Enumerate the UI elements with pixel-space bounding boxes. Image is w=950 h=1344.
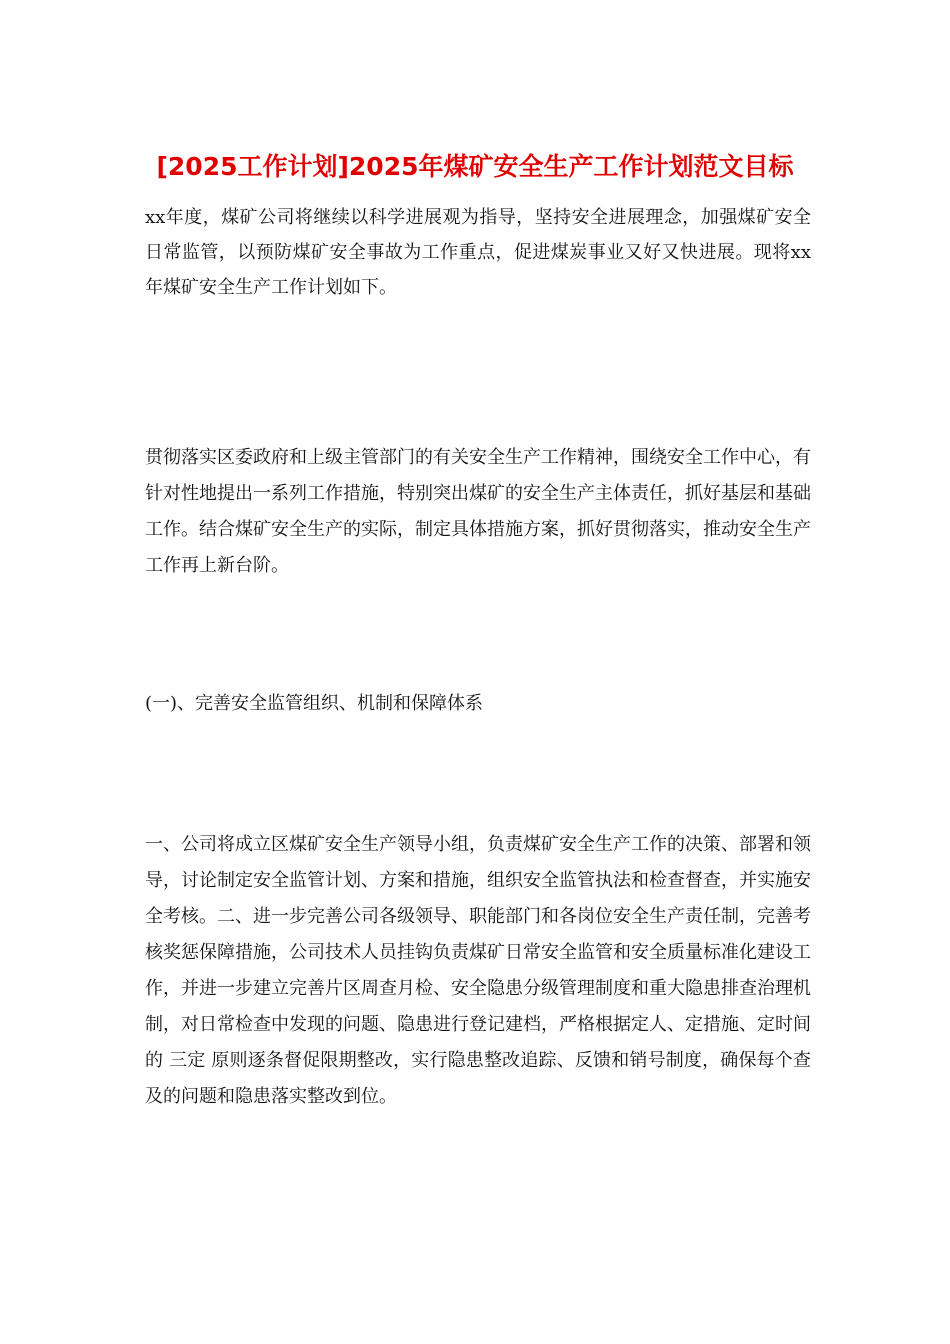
measures-paragraph: 一、公司将成立区煤矿安全生产领导小组，负责煤矿安全生产工作的决策、部署和领导，讨论制定安全监管计划、方案和措施，组织安全监管执法和检查督查，并实施安全考核。二、进一步完善公司各级领导、职能部门和各岗位安全生产责任制，完善考核奖惩保障措施，公司技术人员挂钩负责煤矿日常安全监管和安全质量标准化建设工作，并进一步建立完善片区周查月检、安全隐患分级管理制度和重大隐患排查治理机制，对日常检查中发现的问题、隐患进行登记建档，严格根据定人、定措施、定时间的 三定 原则逐条督促限期整改，实行隐患整改追踪、反馈和销号制度，确保每个查及的问题和隐患落实整改到位。 — [145, 834, 811, 1107]
intro-paragraph: xx年度，煤矿公司将继续以科学进展观为指导，坚持安全进展理念，加强煤矿安全日常监管，以预防煤矿安全事故为工作重点，促进煤炭事业又好又快进展。现将xx年煤矿安全生产工作计划如下。 — [145, 207, 811, 298]
section-heading: (一)、完善安全监管组织、机制和保障体系 — [145, 693, 484, 714]
goal-paragraph: 贯彻落实区委政府和上级主管部门的有关安全生产工作精神，围绕安全工作中心，有针对性地提出一系列工作措施，特别突出煤矿的安全生产主体责任，抓好基层和基础工作。结合煤矿安全生产的实际，制定具体措施方案，抓好贯彻落实，推动安全生产工作再上新台阶。 — [145, 447, 811, 576]
document-title: [2025工作计划]2025年煤矿安全生产工作计划范文目标 — [156, 152, 794, 181]
